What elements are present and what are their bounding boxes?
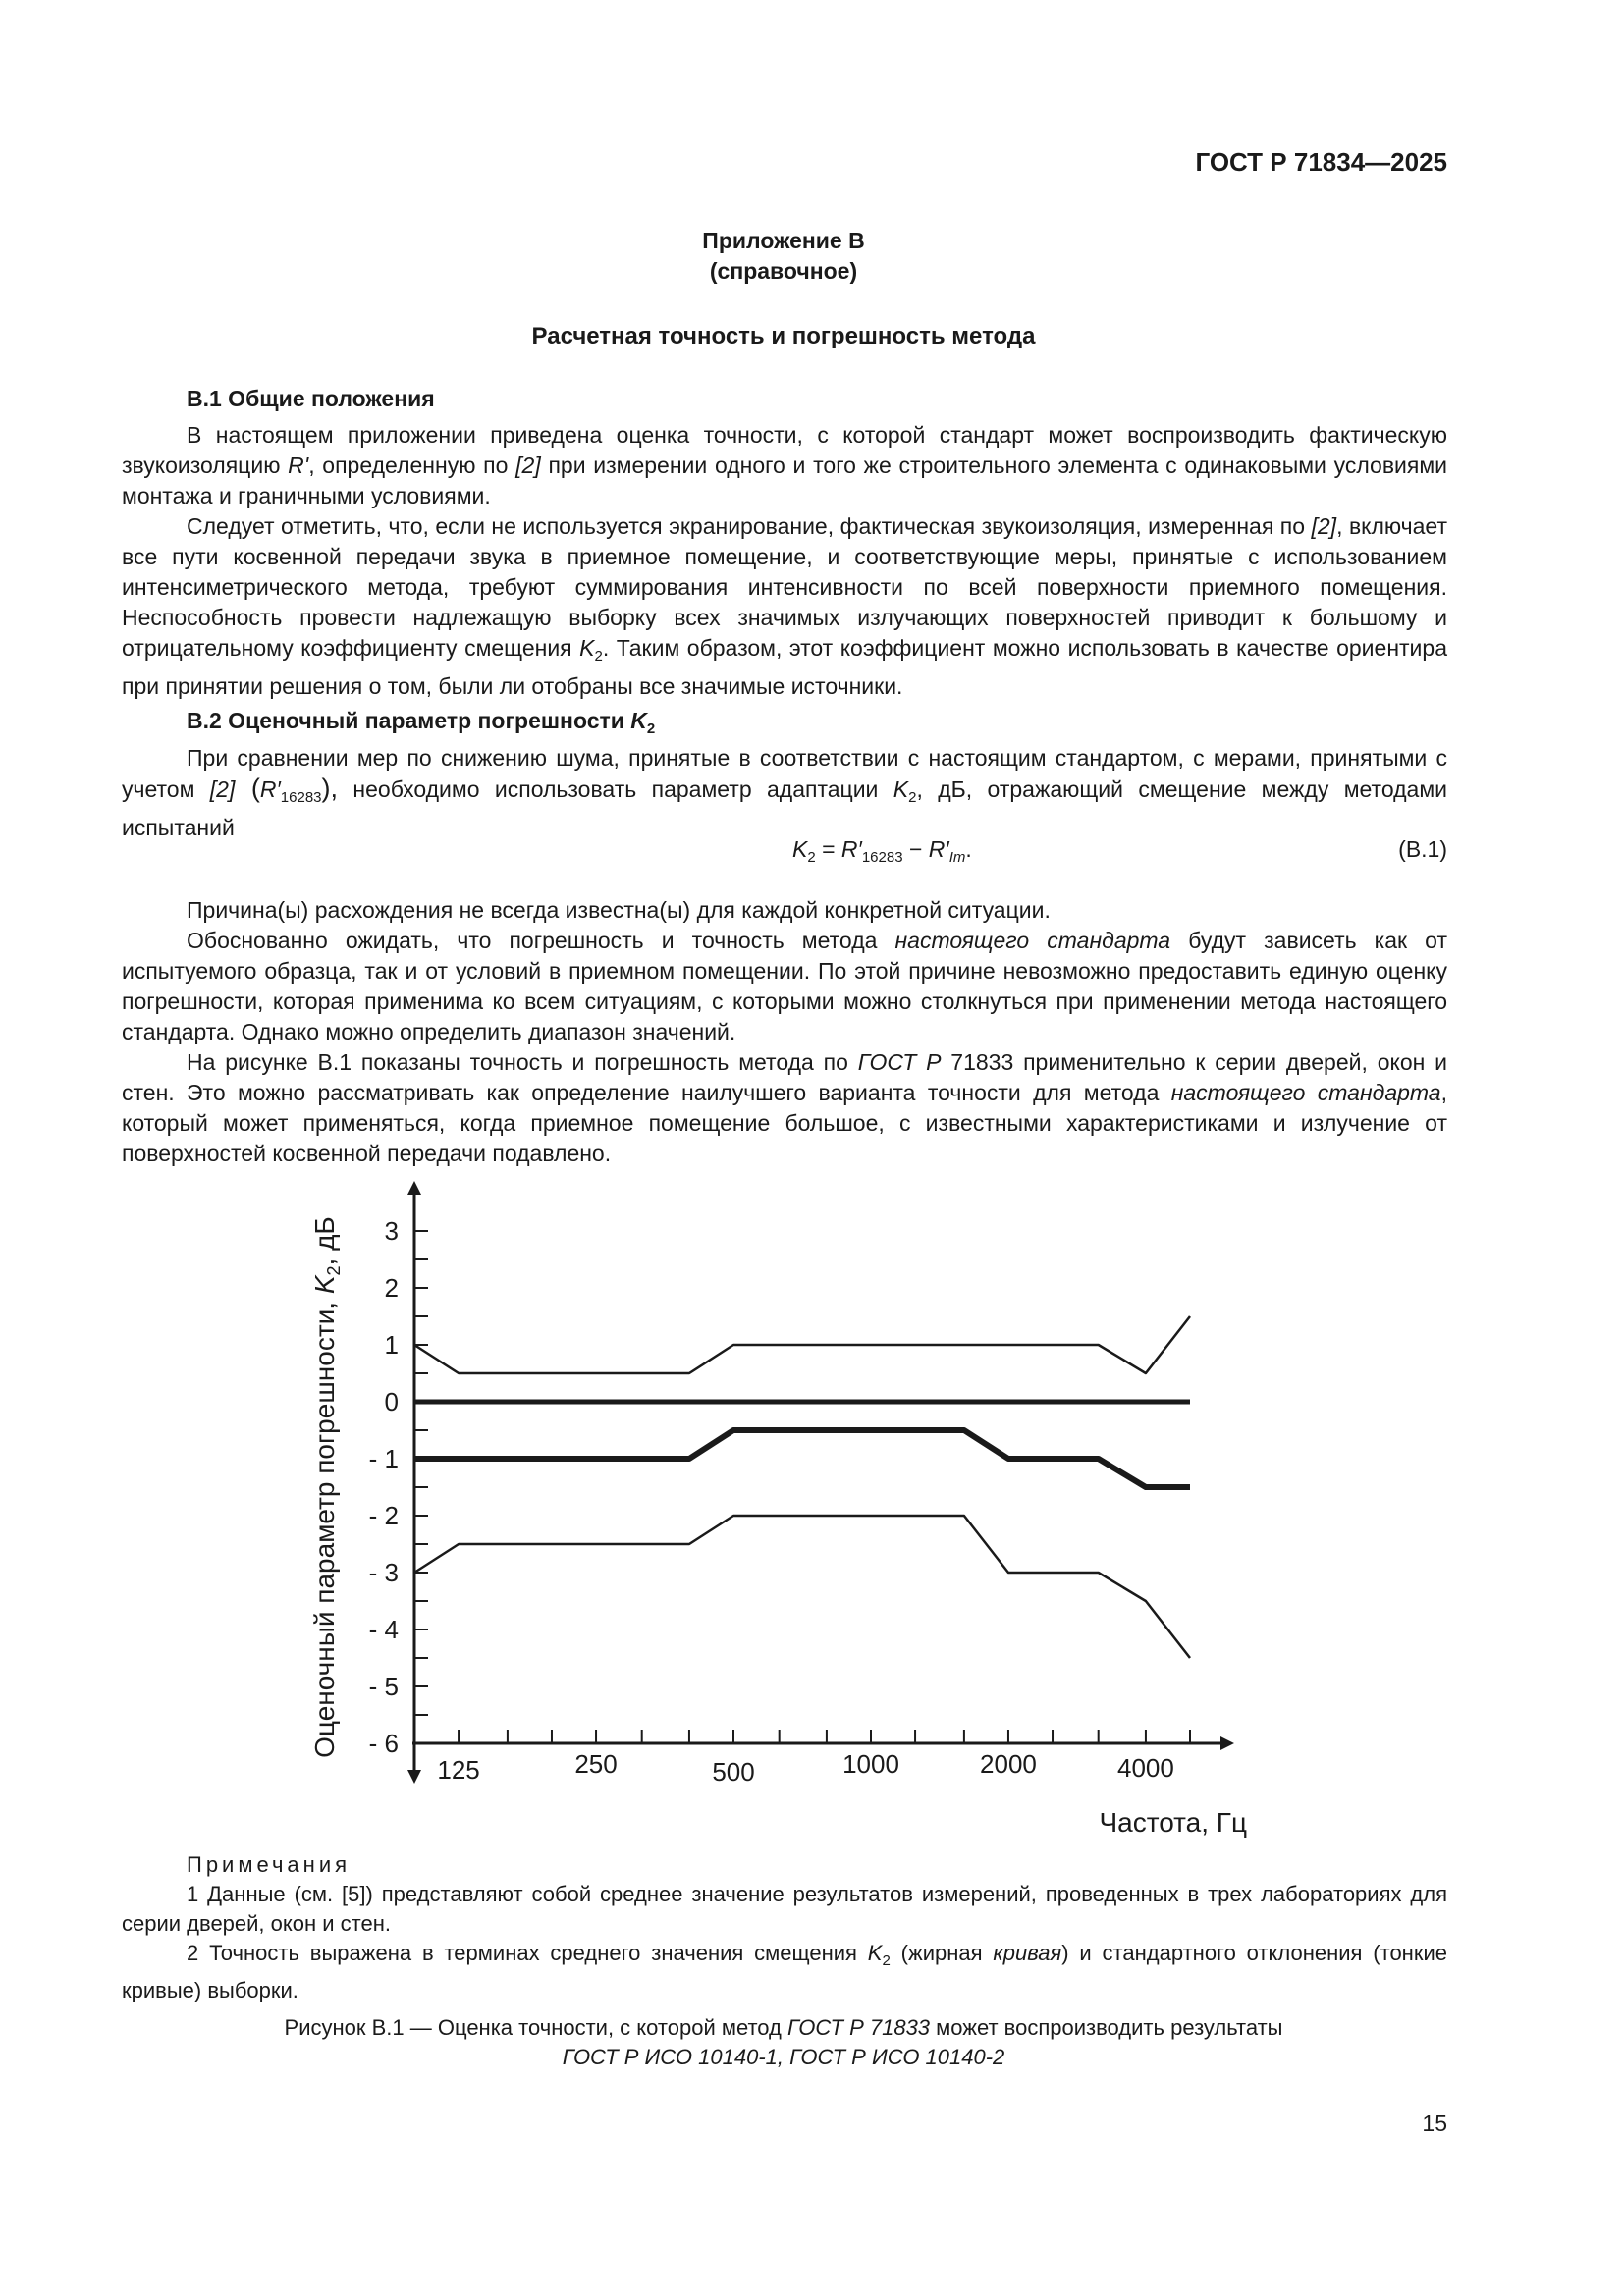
equation-number: (В.1) <box>1398 836 1447 862</box>
annex-title: Приложение В <box>702 228 865 253</box>
y-tick-label: 2 <box>384 1273 399 1303</box>
notes-title: Примечания <box>187 1852 352 1877</box>
y-tick-label: - 5 <box>368 1672 399 1701</box>
figure-caption <box>0 2013 1567 2072</box>
section-b2-body-cont <box>122 895 1447 1169</box>
x-tick-label: 4000 <box>1117 1753 1174 1783</box>
paragraph: Следует отметить, что, если не используется экранирование, фактическая звукоизоляция, измеренная по [2], включает все пути косвенной передачи звука в приемное помещение, и соответствующие меры, принятые с использованием интенсиметрического метода, требуют суммирования интенсивности по всей поверхности приемного помещения. Неспособность провести надлежащую выборку всех значимых излучающих поверхностей приводит к большому и отрицательному коэффициенту смещения $K_2$. Таким образом, этот коэффициент можно использовать в качестве ориентира при принятии решения о том, были ли отобраны все значимые источники. <box>122 513 1447 699</box>
section-title: Расчетная точность и погрешность метода <box>531 323 1036 349</box>
paragraph: На рисунке В.1 показаны точность и погрешность метода по ГОСТ Р 71833 применительно к серии дверей, окон и стен. Это можно рассматривать как определение наилучшего варианта точности для метода настоящего стандарта, который может применяться, когда приемное помещение большое, с известными характеристиками и излучение от поверхностей косвенной передачи подавлено. <box>122 1049 1447 1166</box>
y-tick-label: 1 <box>384 1330 399 1360</box>
section-b2-body <box>122 743 1447 843</box>
heading-b1: В.1 Общие положения <box>187 386 435 411</box>
y-tick-label: - 1 <box>368 1444 399 1473</box>
note-1: 1 Данные (см. [5]) представляют собой среднее значение результатов измерений, проведенных в трех лабораториях для серии дверей, окон и стен. <box>122 1882 1447 1936</box>
y-axis-label: Оценочный параметр погрешности, $K_2$, дБ <box>309 1216 344 1758</box>
x-tick-label: 1000 <box>842 1749 899 1779</box>
page-number: 15 <box>1422 2110 1447 2136</box>
series-line-mean <box>414 1430 1190 1487</box>
document-code: ГОСТ Р 71834—2025 <box>1195 147 1447 177</box>
x-tick-label: 2000 <box>980 1749 1037 1779</box>
series-line-std-2 <box>414 1516 1190 1658</box>
paragraph: В настоящем приложении приведена оценка точности, с которой стандарт может воспроизводить фактическую звукоизоляцию R', определенную по [2] при измерении одного и того же строительного элемента с одинаковыми условиями монтажа и граничными условиями. <box>122 422 1448 508</box>
y-tick-label: - 3 <box>368 1558 399 1587</box>
y-tick-label: - 4 <box>368 1615 399 1644</box>
y-tick-label: - 6 <box>368 1729 399 1758</box>
formula-b1 <box>122 836 1447 872</box>
caption-line-2: ГОСТ Р ИСО 10140-1, ГОСТ Р ИСО 10140-2 <box>562 2045 1005 2069</box>
figure-notes <box>122 1850 1447 2005</box>
x-tick-label: 500 <box>712 1757 755 1787</box>
heading-b2: В.2 Оценочный параметр погрешности $K_2$ <box>187 708 656 737</box>
x-tick-label: 125 <box>437 1755 480 1785</box>
note-2: 2 Точность выражена в терминах среднего значения смещения $K_2$ (жирная кривая) и стандартного отклонения (тонкие кривые) выборки. <box>122 1941 1447 2002</box>
paragraph: Обоснованно ожидать, что погрешность и точность метода настоящего стандарта будут зависеть как от испытуемого образца, так и от условий в приемном помещении. По этой причине невозможно предоставить единую оценку погрешности, которая применима ко всем ситуациям, с которыми можно столкнуться при применении метода настоящего стандарта. Однако можно определить диапазон значений. <box>122 928 1447 1044</box>
paragraph: При сравнении мер по снижению шума, принятые в соответствии с настоящим стандартом, с мерами, принятыми с учетом [2] $(R'_{16283})$, необходимо использовать параметр адаптации $K_2$, дБ, отражающий смещение между методами испытаний <box>122 745 1447 840</box>
caption-line-1: Рисунок В.1 — Оценка точности, с которой метод ГОСТ Р 71833 может воспроизводить результаты <box>284 2015 1283 2040</box>
x-tick-label: 250 <box>574 1749 618 1779</box>
annex-type: (справочное) <box>709 258 858 284</box>
formula-expression: $K_2 = R'_{16283} - R'_{Im}$. <box>792 836 972 866</box>
series-line-std-0 <box>414 1316 1190 1373</box>
paragraph: Причина(ы) расхождения не всегда известна(ы) для каждой конкретной ситуации. <box>187 897 1051 923</box>
y-tick-label: 0 <box>384 1387 399 1416</box>
y-tick-label: - 2 <box>368 1501 399 1530</box>
section-b1-body <box>122 420 1447 702</box>
y-tick-label: 3 <box>384 1216 399 1246</box>
x-axis-label: Частота, Гц <box>1099 1807 1247 1838</box>
figure-b1-chart <box>295 1173 1276 1860</box>
